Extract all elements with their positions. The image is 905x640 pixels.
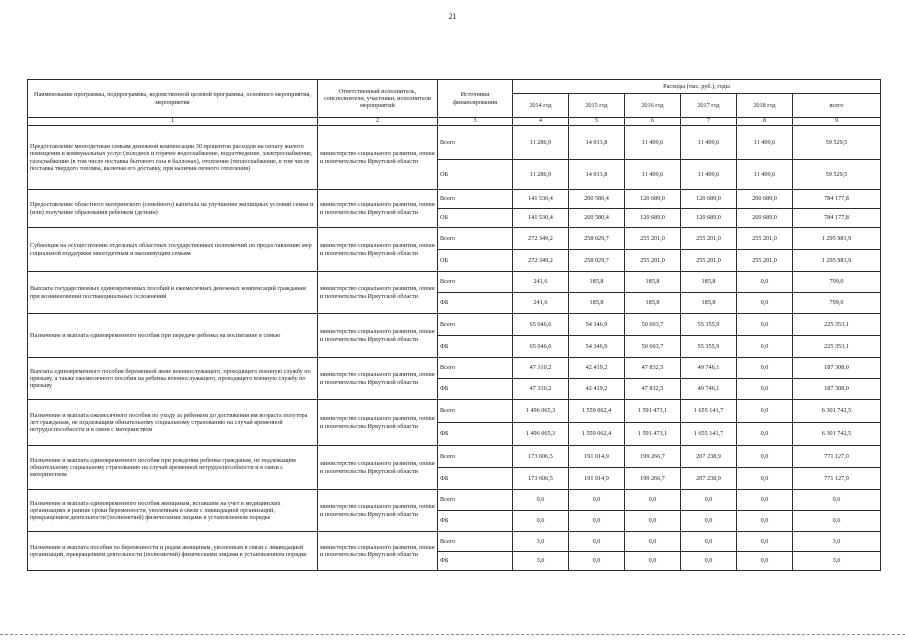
expense-value: 185,8 <box>569 293 625 314</box>
expense-value: 11 409,6 <box>625 160 681 190</box>
funding-source: ФБ <box>438 336 513 358</box>
expense-value: 11 409,6 <box>681 126 737 160</box>
expense-value: 199 266,7 <box>625 468 681 490</box>
expense-value: 0,0 <box>737 468 793 490</box>
funding-source: ОБ <box>438 250 513 272</box>
expense-value: 0,0 <box>737 358 793 379</box>
expense-value: 47 832,5 <box>625 379 681 400</box>
funding-source: ФБ <box>438 423 513 446</box>
expense-value: 0,6 <box>793 490 881 511</box>
expense-value: 255 201,0 <box>681 250 737 272</box>
expense-value: 784 177,8 <box>793 209 881 228</box>
expense-value: 191 014,9 <box>569 446 625 468</box>
expense-value: 272 349,2 <box>513 228 569 250</box>
expense-value: 255 201,0 <box>737 228 793 250</box>
expense-value: 0,0 <box>737 400 793 423</box>
column-number: 2 <box>318 118 438 126</box>
header-source: Источники финансирования <box>438 80 513 118</box>
expense-value: 1 559 062,4 <box>569 400 625 423</box>
expense-value: 50 603,7 <box>625 336 681 358</box>
expense-value: 0,0 <box>569 552 625 571</box>
funding-source: ОБ <box>438 209 513 228</box>
page-bottom-edge <box>0 634 905 635</box>
funding-source: ФБ <box>438 468 513 490</box>
expense-value: 141 530,4 <box>513 190 569 209</box>
header-year: всего <box>793 94 881 118</box>
expense-value: 0,0 <box>737 336 793 358</box>
responsible-executor: министерство социального развития, опеки и попечительства Иркутской области <box>318 126 438 190</box>
expense-value: 55 355,9 <box>681 336 737 358</box>
funding-source: ФБ <box>438 552 513 571</box>
funding-source: Всего <box>438 228 513 250</box>
table-row <box>28 228 881 250</box>
expense-value: 0,0 <box>681 552 737 571</box>
header-year: 2016 год <box>625 94 681 118</box>
expense-value: 207 238,9 <box>681 446 737 468</box>
funding-source: Всего <box>438 532 513 552</box>
expense-value: 0,6 <box>793 511 881 532</box>
responsible-executor: министерство социального развития, опеки и попечительства Иркутской области <box>318 190 438 228</box>
expense-value: 1 295 981,9 <box>793 228 881 250</box>
column-number: 6 <box>625 118 681 126</box>
table-row <box>28 400 881 423</box>
budget-table <box>27 79 881 571</box>
funding-source: ФБ <box>438 293 513 314</box>
expense-value: 120 689,0 <box>625 209 681 228</box>
measure-name: Назначение и выплата единовременного пособия при передаче ребенка на воспитание в семью <box>28 314 318 358</box>
funding-source: ОБ <box>438 160 513 190</box>
measure-name: Предоставление многодетным семьям денежной компенсации 30 процентов расходов на оплату жилого помещения и коммунальных услуг (холодное и горячее водоснабжение, водоотведение, электроснабжение, газоснабжение (в том числе поставка бытового газа в баллонах), отопление (теплоснабжение, в том числе поставка твердого топлива, включая его доставку, при наличии печного отопления) <box>28 126 318 190</box>
expense-value: 199 266,7 <box>625 446 681 468</box>
column-number: 3 <box>438 118 513 126</box>
expense-value: 272 349,2 <box>513 250 569 272</box>
header-year: 2018 год <box>737 94 793 118</box>
expense-value: 0,0 <box>569 490 625 511</box>
expense-value: 200 689,0 <box>737 209 793 228</box>
measure-name: Назначение и выплата ежемесячного пособия по уходу за ребенком до достижения им возраста полутора лет гражданам, не подлежащим обязательному социальному страхованию на случай временной нетрудоспособности и в связи с материнством <box>28 400 318 446</box>
expense-value: 3,0 <box>793 532 881 552</box>
expense-value: 0,0 <box>737 314 793 336</box>
expense-value: 0,0 <box>681 511 737 532</box>
expense-value: 59 529,5 <box>793 160 881 190</box>
expense-value: 0,0 <box>737 490 793 511</box>
funding-source: Всего <box>438 490 513 511</box>
funding-source: Всего <box>438 446 513 468</box>
expense-value: 200 580,4 <box>569 209 625 228</box>
expense-value: 200 689,0 <box>737 190 793 209</box>
responsible-executor: министерство социального развития, опеки и попечительства Иркутской области <box>318 446 438 490</box>
responsible-executor: министерство социального развития, опеки и попечительства Иркутской области <box>318 272 438 314</box>
expense-value: 1 295 981,9 <box>793 250 881 272</box>
expense-value: 65 046,6 <box>513 336 569 358</box>
expense-value: 11 409,6 <box>625 126 681 160</box>
expense-value: 225 353,1 <box>793 314 881 336</box>
measure-name: Выплата единовременного пособия беременной жене военнослужащего, проходящего военную службу по призыву, а также ежемесячного пособия на ребенка военнослужащего, проходящего военную службу по призыву <box>28 358 318 400</box>
table-row <box>28 490 881 511</box>
expense-value: 173 606,5 <box>513 446 569 468</box>
expense-value: 207 238,9 <box>681 468 737 490</box>
expense-value: 1 496 065,3 <box>513 423 569 446</box>
expense-value: 120 689,0 <box>681 209 737 228</box>
expense-value: 0,0 <box>737 446 793 468</box>
funding-source: Всего <box>438 126 513 160</box>
expense-value: 59 529,5 <box>793 126 881 160</box>
expense-value: 185,8 <box>681 293 737 314</box>
expense-value: 185,8 <box>625 272 681 293</box>
expense-value: 14 013,8 <box>569 160 625 190</box>
responsible-executor: министерство социального развития, опеки и попечительства Иркутской области <box>318 358 438 400</box>
expense-value: 258 029,7 <box>569 250 625 272</box>
expense-value: 11 409,6 <box>737 126 793 160</box>
header-year: 2017 год <box>681 94 737 118</box>
expense-value: 11 409,6 <box>737 160 793 190</box>
expense-value: 799,0 <box>793 293 881 314</box>
expense-value: 173 606,5 <box>513 468 569 490</box>
expense-value: 0,0 <box>625 511 681 532</box>
expense-value: 771 127,0 <box>793 446 881 468</box>
expense-value: 55 355,9 <box>681 314 737 336</box>
expense-value: 120 689,0 <box>625 190 681 209</box>
column-number: 9 <box>793 118 881 126</box>
responsible-executor: министерство социального развития, опеки и попечительства Иркутской области <box>318 490 438 532</box>
expense-value: 0,0 <box>737 552 793 571</box>
expense-value: 0,0 <box>625 552 681 571</box>
header-year: 2015 год <box>569 94 625 118</box>
expense-value: 1 591 473,1 <box>625 423 681 446</box>
expense-value: 49 746,1 <box>681 358 737 379</box>
header-expenses: Расходы (тыс. руб.), годы <box>513 80 881 94</box>
expense-value: 185,8 <box>569 272 625 293</box>
expense-value: 771 127,0 <box>793 468 881 490</box>
expense-value: 0,0 <box>737 293 793 314</box>
expense-value: 1 591 473,1 <box>625 400 681 423</box>
expense-value: 255 201,0 <box>681 228 737 250</box>
expense-value: 141 530,4 <box>513 209 569 228</box>
table-row <box>28 446 881 468</box>
expense-value: 255 201,0 <box>737 250 793 272</box>
table-row <box>28 126 881 160</box>
expense-value: 1 655 141,7 <box>681 423 737 446</box>
expense-value: 0,0 <box>625 490 681 511</box>
header-responsible: Ответственный исполнитель, соисполнители, участники, исполнители мероприятий <box>318 80 438 118</box>
expense-value: 54 346,9 <box>569 336 625 358</box>
column-number: 8 <box>737 118 793 126</box>
table-row <box>28 272 881 293</box>
expense-value: 47 310,2 <box>513 358 569 379</box>
expense-value: 187 308,0 <box>793 358 881 379</box>
table-row <box>28 532 881 552</box>
expense-value: 3,0 <box>793 552 881 571</box>
funding-source: Всего <box>438 314 513 336</box>
expense-value: 0,0 <box>737 511 793 532</box>
measure-name: Назначение и выплата пособия по беременности и родам женщинам, уволенным в связи с ликвидацией организаций, прекращением деятельности (полномочий) физическими лицами в установленном порядке <box>28 532 318 571</box>
expense-value: 14 013,8 <box>569 126 625 160</box>
expense-value: 47 832,5 <box>625 358 681 379</box>
table-row <box>28 314 881 336</box>
expense-value: 65 046,6 <box>513 314 569 336</box>
funding-source: Всего <box>438 358 513 379</box>
funding-source: Всего <box>438 400 513 423</box>
expense-value: 187 308,0 <box>793 379 881 400</box>
expense-value: 799,0 <box>793 272 881 293</box>
expense-value: 0,0 <box>737 379 793 400</box>
funding-source: ФБ <box>438 511 513 532</box>
expense-value: 185,8 <box>681 272 737 293</box>
column-number: 5 <box>569 118 625 126</box>
expense-value: 54 346,9 <box>569 314 625 336</box>
measure-name: Выплата государственных единовременных пособий и ежемесячных денежных компенсаций гражданам при возникновении поствакцинальных осложнений <box>28 272 318 314</box>
expense-value: 0,6 <box>513 511 569 532</box>
column-number: 4 <box>513 118 569 126</box>
expense-value: 784 177,8 <box>793 190 881 209</box>
expense-value: 1 655 141,7 <box>681 400 737 423</box>
expense-value: 0,0 <box>737 272 793 293</box>
funding-source: Всего <box>438 272 513 293</box>
responsible-executor: министерство социального развития, опеки и попечительства Иркутской области <box>318 228 438 272</box>
header-year: 2014 год <box>513 94 569 118</box>
expense-value: 3,0 <box>513 532 569 552</box>
expense-value: 6 301 742,5 <box>793 400 881 423</box>
column-number: 1 <box>28 118 318 126</box>
expense-value: 42 419,2 <box>569 379 625 400</box>
expense-value: 185,8 <box>625 293 681 314</box>
expense-value: 0,0 <box>569 532 625 552</box>
expense-value: 241,6 <box>513 293 569 314</box>
expense-value: 0,0 <box>625 532 681 552</box>
responsible-executor: министерство социального развития, опеки и попечительства Иркутской области <box>318 314 438 358</box>
expense-value: 50 603,7 <box>625 314 681 336</box>
page-number: 21 <box>448 12 457 21</box>
measure-name: Назначение и выплата единовременного пособия женщинам, вставшим на учет в медицинских организациях в ранние сроки беременности, уволенным в связи с ликвидацией организаций, прекращением деятельности (полномочий) физическими лицами в установленном порядке <box>28 490 318 532</box>
expense-value: 11 409,6 <box>681 160 737 190</box>
expense-value: 0,0 <box>737 532 793 552</box>
expense-value: 3,0 <box>513 552 569 571</box>
expense-value: 0,0 <box>681 490 737 511</box>
expense-value: 0,6 <box>513 490 569 511</box>
expense-value: 255 201,0 <box>625 228 681 250</box>
funding-source: Всего <box>438 190 513 209</box>
measure-name: Предоставление областного материнского (семейного) капитала на улучшение жилищных условий семьи и (или) получение образования ребенком (детьми) <box>28 190 318 228</box>
column-number: 7 <box>681 118 737 126</box>
funding-source: ФБ <box>438 379 513 400</box>
expense-value: 120 689,0 <box>681 190 737 209</box>
expense-value: 1 496 065,3 <box>513 400 569 423</box>
expense-value: 255 201,0 <box>625 250 681 272</box>
table-row <box>28 190 881 209</box>
expense-value: 1 559 062,4 <box>569 423 625 446</box>
expense-value: 11 286,9 <box>513 160 569 190</box>
measure-name: Субвенция на осуществление отдельных областных государственных полномочий по предоставлению мер социальной поддержки многодетным и малоимущим семьям <box>28 228 318 272</box>
header-name: Наименование программы, подпрограммы, ведомственной целевой программы, основного мероприятия, мероприятия <box>28 80 318 118</box>
expense-value: 0,0 <box>569 511 625 532</box>
responsible-executor: министерство социального развития, опеки и попечительства Иркутской области <box>318 532 438 571</box>
expense-value: 258 029,7 <box>569 228 625 250</box>
responsible-executor: министерство социального развития, опеки и попечительства Иркутской области <box>318 400 438 446</box>
expense-value: 241,6 <box>513 272 569 293</box>
expense-value: 42 419,2 <box>569 358 625 379</box>
expense-value: 0,0 <box>737 423 793 446</box>
expense-value: 191 014,9 <box>569 468 625 490</box>
expense-value: 47 310,2 <box>513 379 569 400</box>
table-row <box>28 358 881 379</box>
expense-value: 6 301 742,5 <box>793 423 881 446</box>
expense-value: 11 286,9 <box>513 126 569 160</box>
expense-value: 225 353,1 <box>793 336 881 358</box>
expense-value: 200 580,4 <box>569 190 625 209</box>
expense-value: 0,0 <box>681 532 737 552</box>
expense-value: 49 746,1 <box>681 379 737 400</box>
measure-name: Назначение и выплата единовременного пособия при рождении ребенка гражданам, не подлежащим обязательному социальному страхованию на случай временной нетрудоспособности и в связи с материнством <box>28 446 318 490</box>
